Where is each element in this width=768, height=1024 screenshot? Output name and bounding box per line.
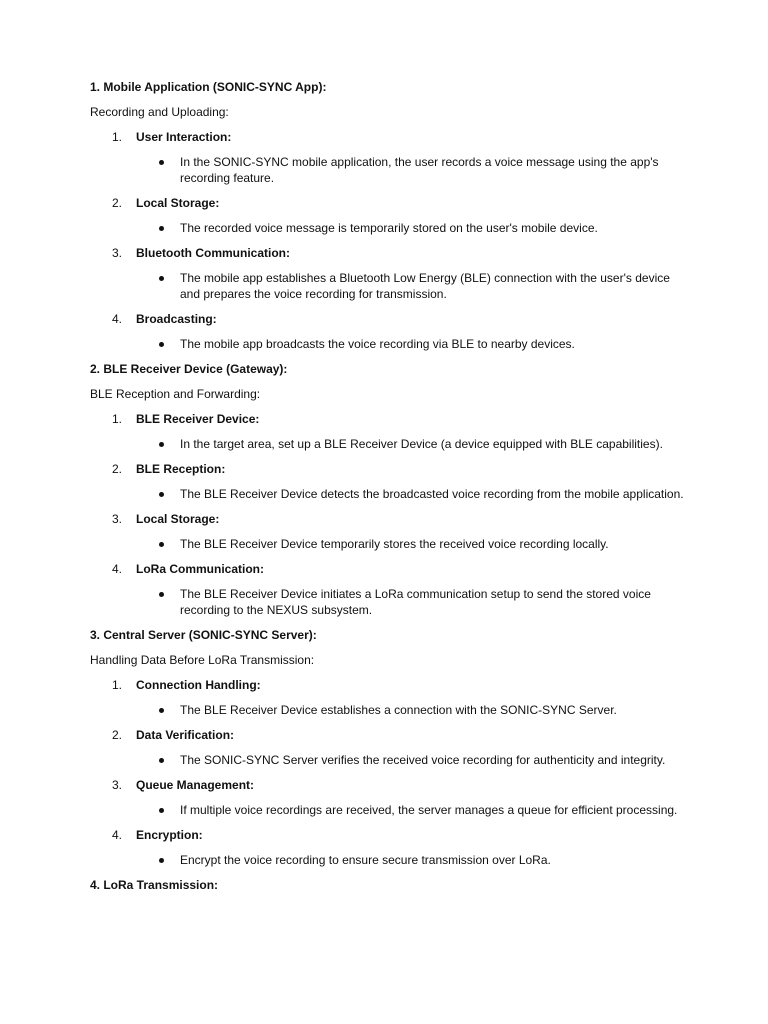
step-label: LoRa Communication:	[136, 562, 264, 576]
bullet-list	[90, 336, 690, 352]
step-item	[90, 195, 690, 236]
step-heading	[90, 195, 690, 211]
step-label: Connection Handling:	[136, 678, 261, 692]
section-1	[90, 79, 690, 352]
bullet-dot-icon	[159, 858, 164, 863]
step-item	[90, 411, 690, 452]
step-item	[90, 311, 690, 352]
step-number: 4.	[112, 562, 123, 576]
bullet-list	[90, 154, 690, 186]
bullet-list	[90, 220, 690, 236]
step-heading	[90, 411, 690, 427]
bullet-dot-icon	[159, 342, 164, 347]
bullet-text: The BLE Receiver Device temporarily stores the received voice recording locally.	[180, 537, 609, 551]
step-heading	[90, 511, 690, 527]
section-3	[90, 627, 690, 868]
section-intro: Recording and Uploading:	[90, 105, 229, 119]
step-item	[90, 727, 690, 768]
section-title: 4. LoRa Transmission:	[90, 878, 219, 892]
bullet-dot-icon	[159, 160, 164, 165]
step-label: User Interaction:	[136, 130, 232, 144]
bullet-text: The mobile app broadcasts the voice recording via BLE to nearby devices.	[180, 337, 575, 351]
section-2	[90, 361, 690, 618]
step-item	[90, 511, 690, 552]
bullet-dot-icon	[159, 708, 164, 713]
bullet-dot-icon	[159, 442, 164, 447]
step-heading	[90, 727, 690, 743]
section-title: 1. Mobile Application (SONIC-SYNC App):	[90, 80, 327, 94]
bullet-item	[90, 220, 690, 236]
step-number: 4.	[112, 828, 123, 842]
bullet-dot-icon	[159, 592, 164, 597]
step-item	[90, 245, 690, 302]
step-heading	[90, 777, 690, 793]
step-number: 2.	[112, 728, 123, 742]
step-number: 1.	[112, 678, 123, 692]
bullet-dot-icon	[159, 808, 164, 813]
step-label: Encryption:	[136, 828, 203, 842]
bullet-item	[90, 336, 690, 352]
step-number: 1.	[112, 130, 123, 144]
bullet-text: The SONIC-SYNC Server verifies the received voice recording for authenticity and integrity.	[180, 753, 666, 767]
step-heading	[90, 561, 690, 577]
section-title: 2. BLE Receiver Device (Gateway):	[90, 362, 288, 376]
bullet-list	[90, 752, 690, 768]
step-heading	[90, 461, 690, 477]
bullet-dot-icon	[159, 492, 164, 497]
step-label: BLE Reception:	[136, 462, 226, 476]
section-intro: Handling Data Before LoRa Transmission:	[90, 653, 315, 667]
bullet-text: The BLE Receiver Device initiates a LoRa communication setup to send the stored voice recording to the NEXUS subsystem.	[180, 587, 651, 617]
step-item	[90, 827, 690, 868]
bullet-item	[90, 586, 690, 618]
step-heading	[90, 245, 690, 261]
step-label: BLE Receiver Device:	[136, 412, 260, 426]
bullet-list	[90, 436, 690, 452]
step-list	[90, 677, 690, 868]
step-label: Data Verification:	[136, 728, 235, 742]
step-list	[90, 129, 690, 352]
bullet-dot-icon	[159, 542, 164, 547]
step-number: 1.	[112, 412, 123, 426]
bullet-item	[90, 802, 690, 818]
bullet-text: The recorded voice message is temporarily stored on the user's mobile device.	[180, 221, 598, 235]
bullet-text: If multiple voice recordings are received, the server manages a queue for efficient processing.	[180, 803, 678, 817]
bullet-item	[90, 486, 690, 502]
step-label: Bluetooth Communication:	[136, 246, 290, 260]
step-item	[90, 777, 690, 818]
bullet-item	[90, 270, 690, 302]
step-heading	[90, 827, 690, 843]
bullet-item	[90, 752, 690, 768]
step-heading	[90, 129, 690, 145]
step-list	[90, 411, 690, 618]
bullet-text: In the SONIC-SYNC mobile application, the user records a voice message using the app's recording feature.	[180, 155, 659, 185]
step-item	[90, 129, 690, 186]
step-heading	[90, 677, 690, 693]
document-content	[90, 79, 690, 893]
section-4	[90, 877, 690, 893]
bullet-list	[90, 536, 690, 552]
section-intro: BLE Reception and Forwarding:	[90, 387, 261, 401]
bullet-text: The BLE Receiver Device establishes a connection with the SONIC-SYNC Server.	[180, 703, 617, 717]
step-number: 4.	[112, 312, 123, 326]
step-number: 3.	[112, 778, 123, 792]
step-number: 2.	[112, 196, 123, 210]
bullet-list	[90, 702, 690, 718]
step-label: Local Storage:	[136, 196, 220, 210]
step-label: Local Storage:	[136, 512, 220, 526]
bullet-dot-icon	[159, 276, 164, 281]
step-number: 3.	[112, 246, 123, 260]
bullet-list	[90, 270, 690, 302]
step-number: 3.	[112, 512, 123, 526]
bullet-list	[90, 586, 690, 618]
bullet-list	[90, 802, 690, 818]
bullet-text: In the target area, set up a BLE Receiver Device (a device equipped with BLE capabilities).	[180, 437, 663, 451]
step-label: Queue Management:	[136, 778, 255, 792]
step-number: 2.	[112, 462, 123, 476]
bullet-item	[90, 852, 690, 868]
bullet-list	[90, 852, 690, 868]
bullet-list	[90, 486, 690, 502]
step-item	[90, 677, 690, 718]
step-label: Broadcasting:	[136, 312, 217, 326]
bullet-item	[90, 436, 690, 452]
bullet-item	[90, 536, 690, 552]
bullet-dot-icon	[159, 226, 164, 231]
section-title: 3. Central Server (SONIC-SYNC Server):	[90, 628, 317, 642]
bullet-dot-icon	[159, 758, 164, 763]
bullet-text: The mobile app establishes a Bluetooth Low Energy (BLE) connection with the user's device and prepares the voice recording for transmission.	[180, 271, 670, 301]
bullet-text: Encrypt the voice recording to ensure secure transmission over LoRa.	[180, 853, 551, 867]
step-item	[90, 561, 690, 618]
bullet-item	[90, 154, 690, 186]
step-heading	[90, 311, 690, 327]
bullet-text: The BLE Receiver Device detects the broadcasted voice recording from the mobile application.	[180, 487, 684, 501]
bullet-item	[90, 702, 690, 718]
step-item	[90, 461, 690, 502]
